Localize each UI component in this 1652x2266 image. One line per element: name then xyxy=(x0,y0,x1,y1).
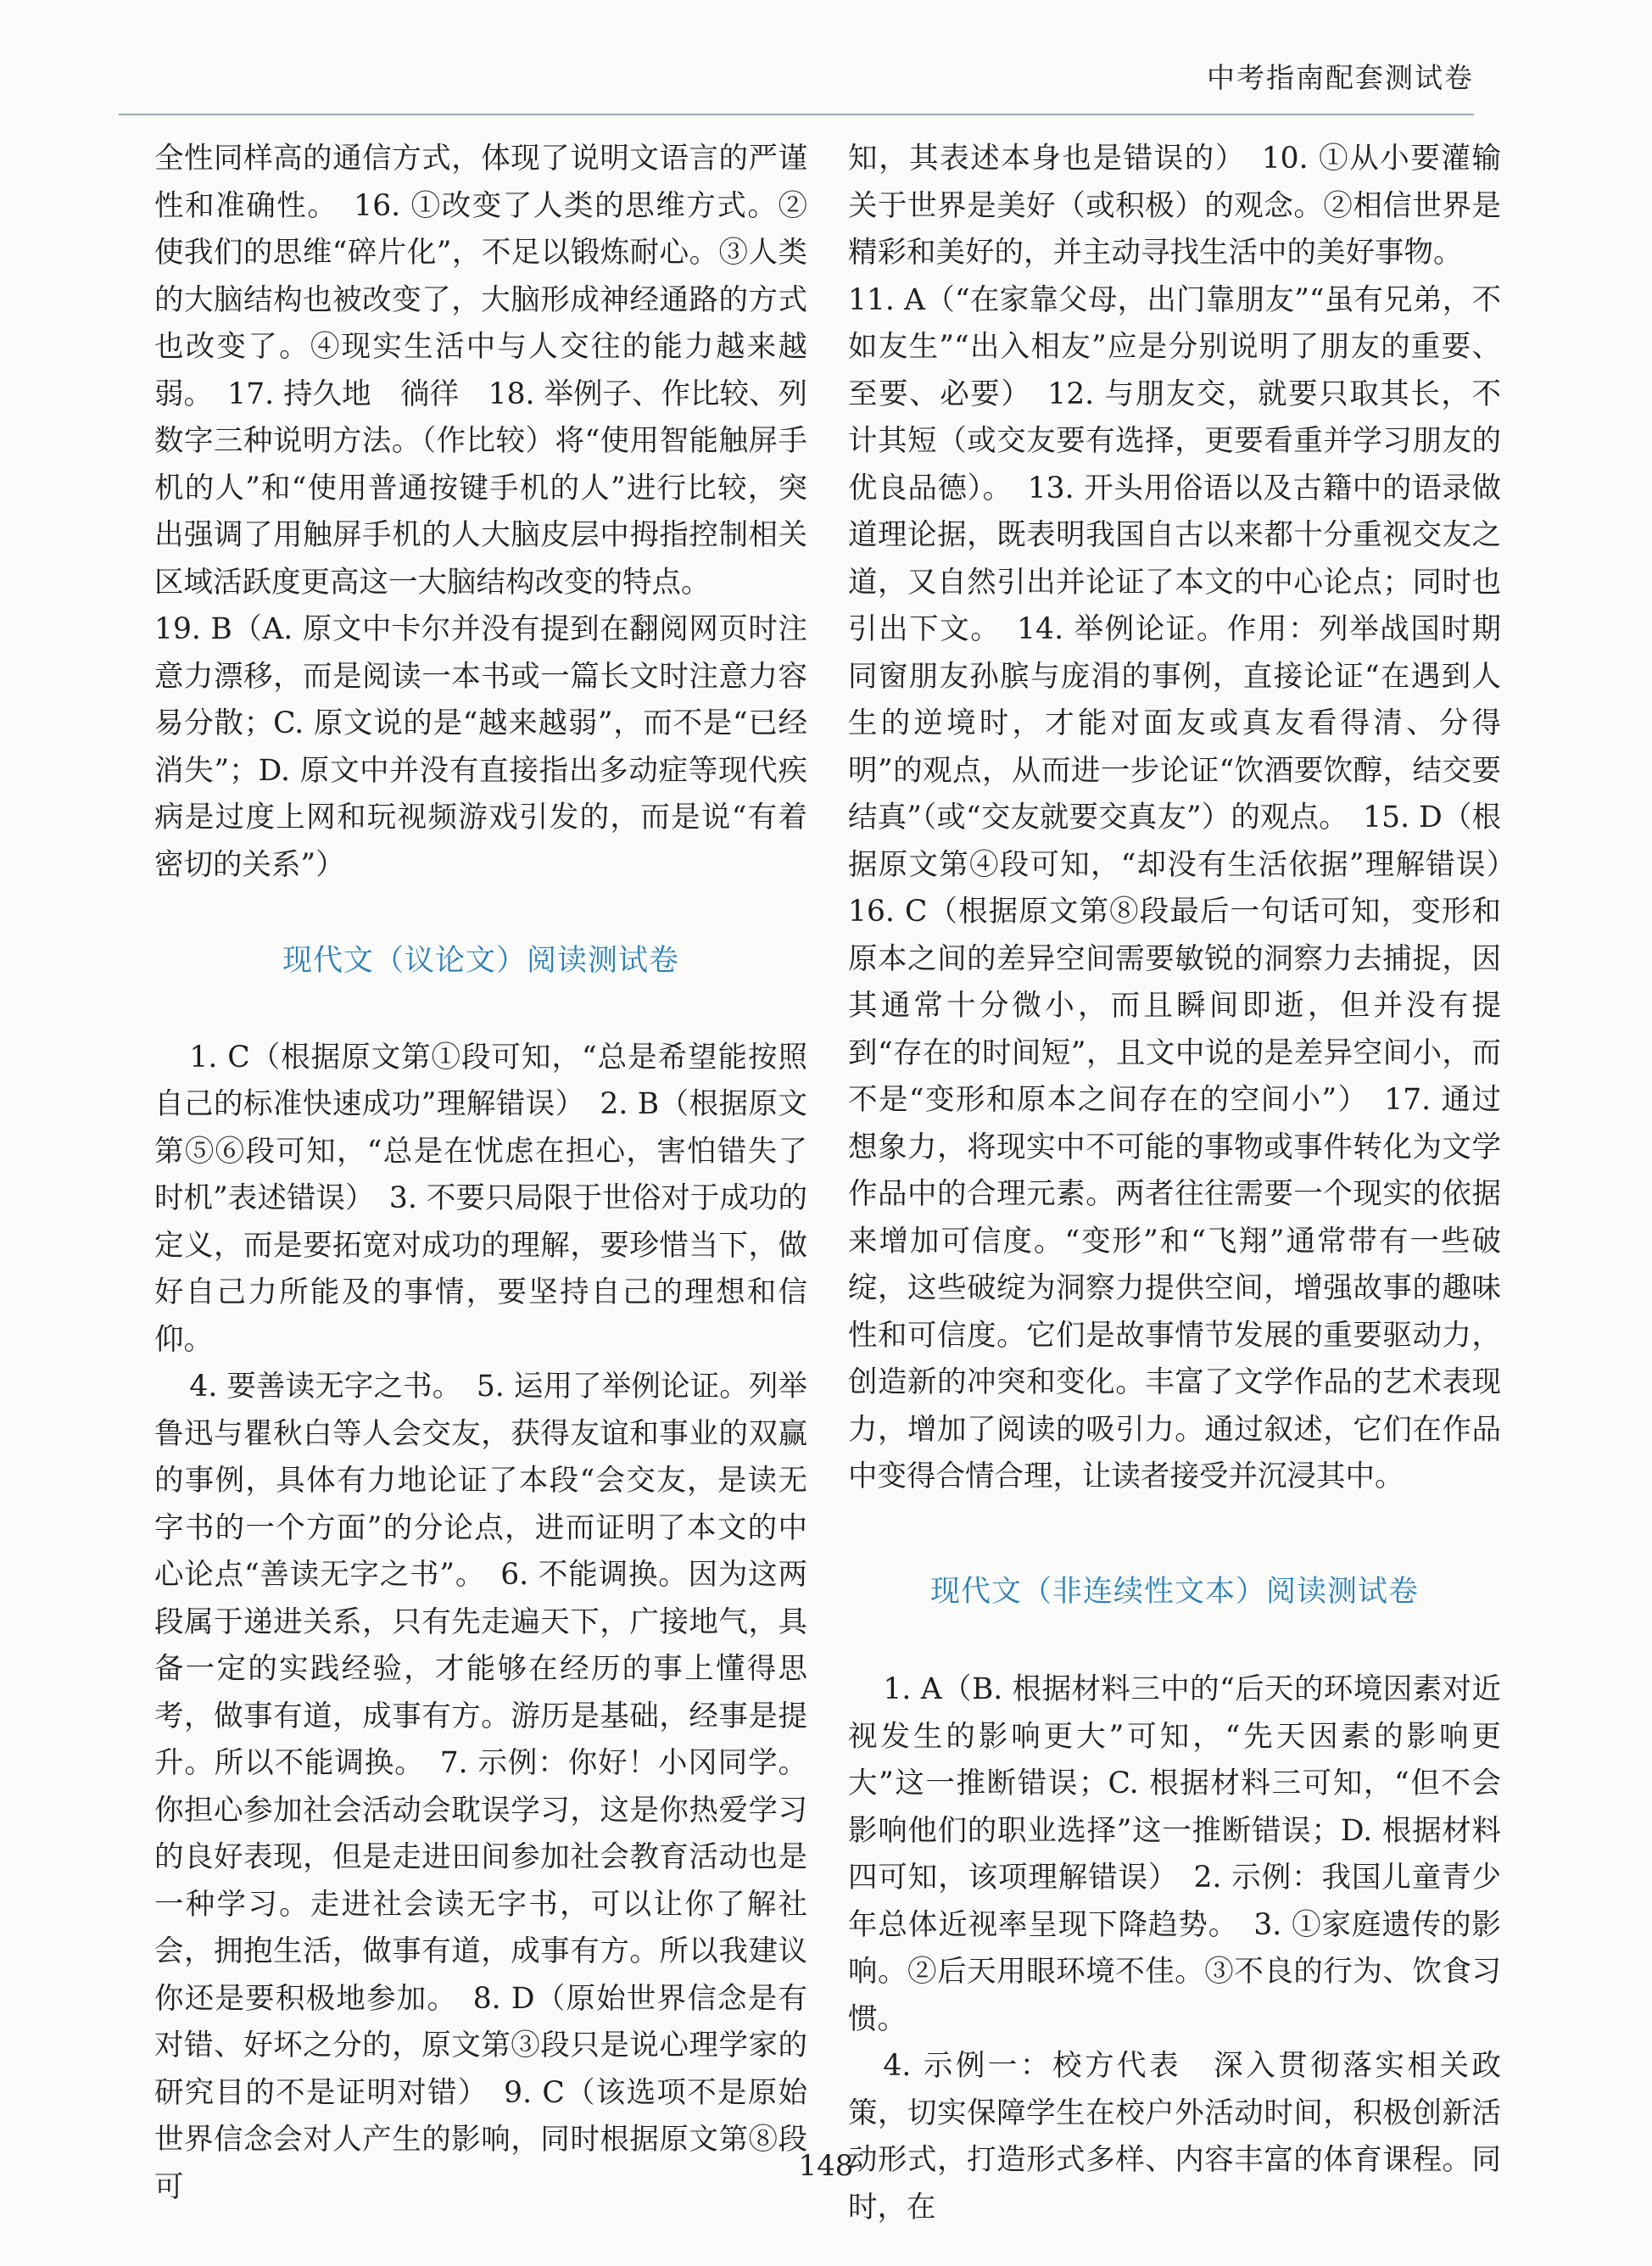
answer-paragraph: 19. B（A. 原文中卡尔并没有提到在翻阅网页时注意力漂移，而是阅读一本书或一篇长文时注意力容易分散；C. 原文说的是“越来越弱”，而不是“已经消失”；D. 原文中并没有直接指出多动症等现代疾病是过度上网和玩视频游戏引发的，而是说“有着密切的关系”） xyxy=(154,612,807,882)
answer-paragraph: 4. 要善读无字之书。 5. 运用了举例论证。列举鲁迅与瞿秋白等人会交友，获得友谊和事业的双赢的事例，具体有力地论证了本段“会交友，是读无字书的一个方面”的分论点，进而证明了本文的中心论点“善读无字之书”。 6. 不能调换。因为这两段属于递进关系，只有先走遍天下，广接地气，具备一定的实践经验，才能够在经历的事上懂得思考，做事有道，成事有方。游历是基础，经事是提升。所以不能调换。 7. 示例：你好！小冈同学。你担心参加社会活动会耽误学习，这是你热爱学习的良好表现，但是走进田间参加社会教育活动也是一种学习。走进社会读无字书，可以让你了解社会，拥抱生活，做事有道，成事有方。所以我建议你还是要积极地参加。 8. D（原始世界信念是有对错、好坏之分的，原文第③段只是说心理学家的研究目的不是证明对错） 9. C（该选项不是原始世界信念会对人产生的影响，同时根据原文第⑧段可 xyxy=(154,1370,807,2204)
section-title: 现代文（非连续性文本）阅读测试卷 xyxy=(929,1574,1419,1609)
answer-paragraph: 1. A（B. 根据材料三中的“后天的环境因素对近视发生的影响更大”可知，“先天因素的影响更大”这一推断错误；C. 根据材料三可知，“但不会影响他们的职业选择”这一推断错误；D. 根据材料四可知，该项理解错误） 2. 示例：我国儿童青少年总体近视率呈现下降趋势。 3. ①家庭遗传的影响。②后天用眼环境不佳。③不良的行为、饮食习惯。 xyxy=(848,1672,1501,2036)
left-column xyxy=(154,136,807,2211)
answer-paragraph: 4. 示例一：校方代表 深入贯彻落实相关政策，切实保障学生在校户外活动时间，积极创新活动形式，打造形式多样、内容丰富的体育课程。同时，在 xyxy=(848,2049,1501,2224)
answer-paragraph: 1. C（根据原文第①段可知，“总是希望能按照自己的标准快速成功”理解错误） 2. B（根据原文第⑤⑥段可知，“总是在忧虑在担心，害怕错失了时机”表述错误） 3. 不要只局限于世俗对于成功的定义，而是要拓宽对成功的理解，要珍惜当下，做好自己力所能及的事情，要坚持自己的理想和信仰。 xyxy=(154,1040,807,1357)
page-number: 148 xyxy=(798,2149,854,2183)
right-column xyxy=(848,136,1531,2231)
running-header: 中考指南配套测试卷 xyxy=(1207,61,1474,94)
section-title: 现代文（议论文）阅读测试卷 xyxy=(282,944,679,978)
answer-paragraph: 知，其表述本身也是错误的） 10. ①从小要灌输关于世界是美好（或积极）的观念。②相信世界是精彩和美好的，并主动寻找生活中的美好事物。 xyxy=(848,142,1501,270)
header-rule xyxy=(119,114,1474,115)
answer-paragraph: 全性同样高的通信方式，体现了说明文语言的严谨性和准确性。 16. ①改变了人类的思维方式。②使我们的思维“碎片化”，不足以锻炼耐心。③人类的大脑结构也被改变了，大脑形成神经通路的方式也改变了。④现实生活中与人交往的能力越来越弱。 17. 持久地 徜徉 18. 举例子、作比较、列数字三种说明方法。（作比较）将“使用智能触屏手机的人”和“使用普通按键手机的人”进行比较，突出强调了用触屏手机的人大脑皮层中拇指控制相关区域活跃度更高这一大脑结构改变的特点。 xyxy=(154,142,807,600)
answer-paragraph: 11. A（“在家靠父母，出门靠朋友”“虽有兄弟，不如友生”“出入相友”应是分别说明了朋友的重要、至要、必要） 12. 与朋友交，就要只取其长，不计其短（或交友要有选择，更要看重并学习朋友的优良品德）。 13. 开头用俗语以及古籍中的语录做道理论据，既表明我国自古以来都十分重视交友之道，又自然引出并论证了本文的中心论点；同时也引出下文。 14. 举例论证。作用：列举战国时期同窗朋友孙膑与庞涓的事例，直接论证“在遇到人生的逆境时，才能对面友或真友看得清、分得明”的观点，从而进一步论证“饮酒要饮醇，结交要结真”（或“交友就要交真友”）的观点。 15. D（根据原文第④段可知，“却没有生活依据”理解错误） 16. C（根据原文第⑧段最后一句话可知，变形和原本之间的差异空间需要敏锐的洞察力去捕捉，因其通常十分微小，而且瞬间即逝，但并没有提到“存在的时间短”，且文中说的是差异空间小，而不是“变形和原本之间存在的空间小”） 17. 通过想象力，将现实中不可能的事物或事件转化为文学作品中的合理元素。两者往往需要一个现实的依据来增加可信度。“变形”和“飞翔”通常带有一些破绽，这些破绽为洞察力提供空间，增强故事的趣味性和可信度。它们是故事情节发展的重要驱动力，创造新的冲突和变化。丰富了文学作品的艺术表现力，增加了阅读的吸引力。通过叙述，它们在作品中变得合情合理，让读者接受并沉浸其中。 xyxy=(848,282,1531,1493)
